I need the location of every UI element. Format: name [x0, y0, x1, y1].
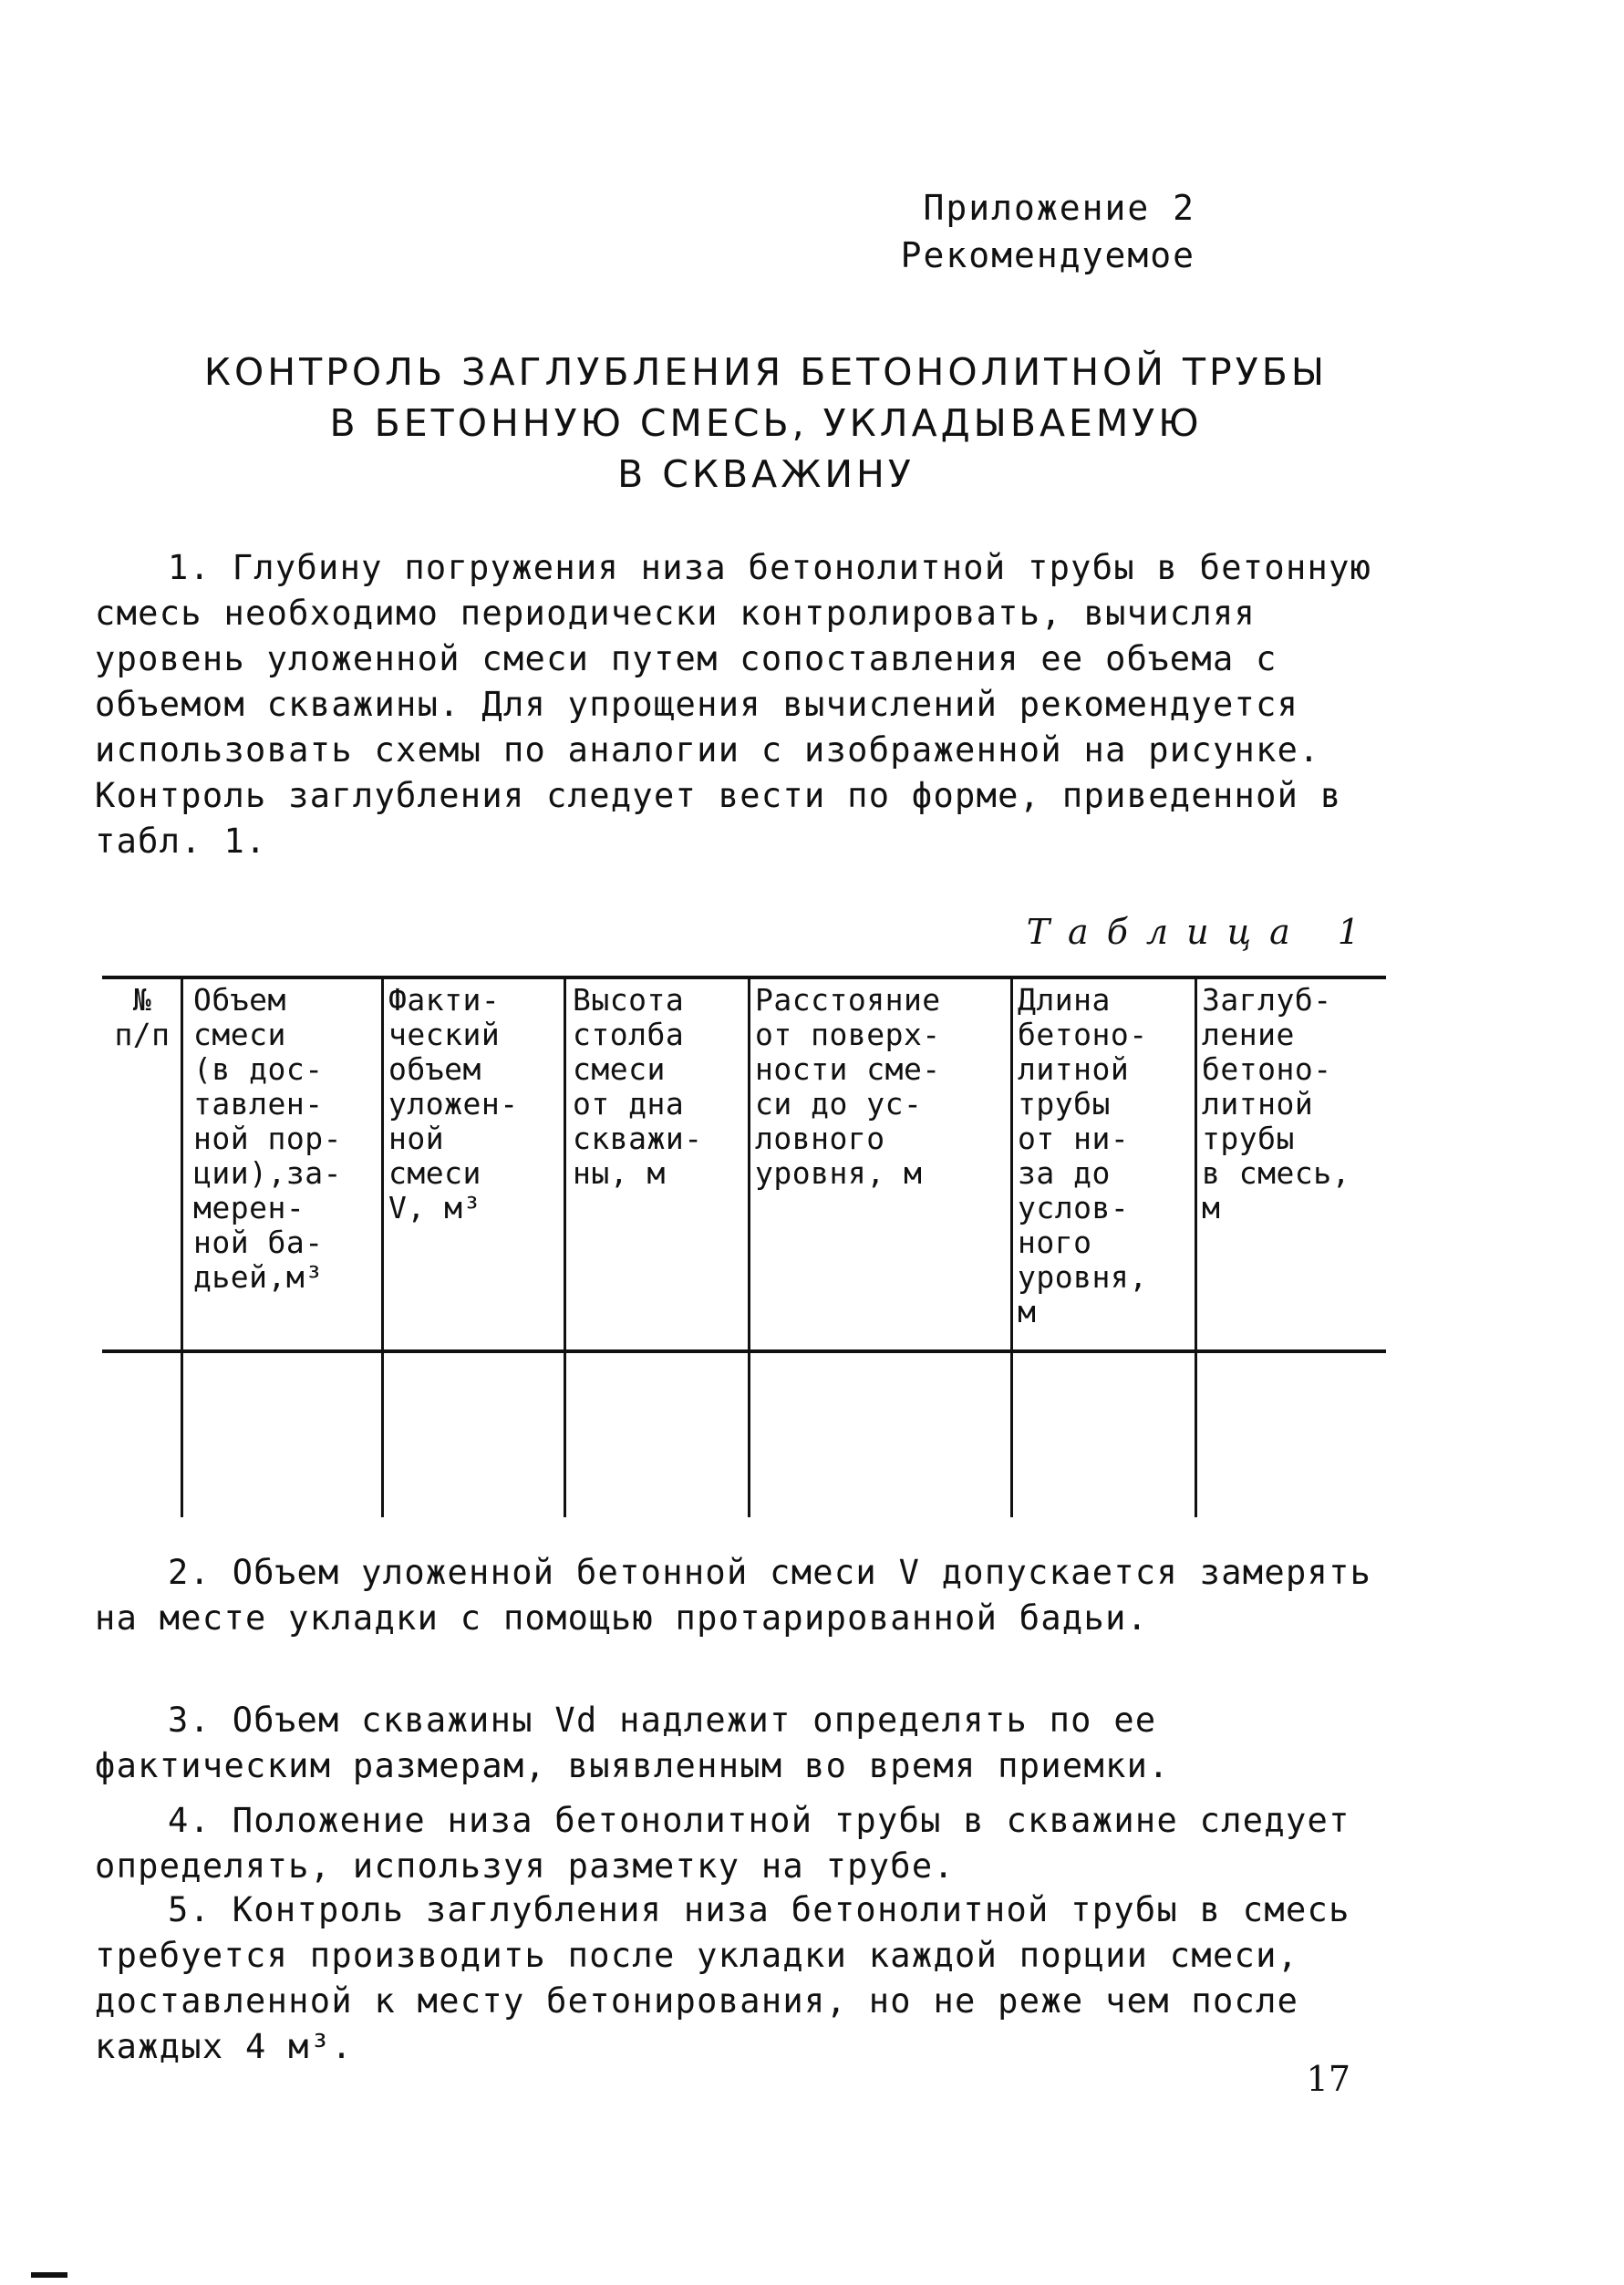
document-title: [128, 346, 1404, 500]
paragraph-5-text: 5. Контроль заглубления низа бетонолитной трубы в смесь требуется производить после укладки каждой порции смеси, доставленной к месту бетонирования, но не реже чем после каждых 4 м³.: [95, 1890, 1350, 2066]
column-header-batch-volume: Объем смеси (в дос- тавлен- ной пор- ции),за- мерен- ной ба- дьей,м³: [193, 982, 342, 1295]
paragraph-3: [95, 1698, 1390, 1789]
table-column-divider: [181, 976, 183, 1517]
title-line-2: В БЕТОННУЮ СМЕСЬ, УКЛАДЫВАЕМУЮ: [329, 401, 1203, 445]
table-caption: Таблица 1: [1026, 912, 1378, 952]
paragraph-3-text: 3. Объем скважины Vd надлежит определять по ее фактическим размерам, выявленным во время приемки.: [95, 1701, 1170, 1785]
paragraph-4-text: 4. Положение низа бетонолитной трубы в скважине следует определять, используя разметку на трубе.: [95, 1801, 1350, 1886]
table-header-rule: [102, 1349, 1386, 1353]
paragraph-2: [95, 1550, 1390, 1641]
appendix-label: [901, 184, 1195, 279]
paragraph-2-text: 2. Объем уложенной бетонной смеси V допускается замерять на месте укладки с помощью протарированной бадьи.: [95, 1553, 1372, 1638]
page-edge-mark: [31, 2272, 67, 2278]
column-header-number: № п/п: [114, 982, 171, 1052]
table-top-rule: [102, 976, 1386, 979]
paragraph-1-text: 1. Глубину погружения низа бетонолитной трубы в бетонную смесь необходимо периодически контролировать, вычисляя уровень уложенной смеси путем сопоставления ее объема с объемом скважины. Для упрощения вычислений рекомендуется использовать схемы по аналогии с изображенной на рисунке. Контроль заглубления следует вести по форме, приведенной в табл. 1.: [95, 548, 1372, 861]
paragraph-5: [95, 1887, 1390, 2070]
control-table: [102, 976, 1386, 1517]
appendix-status: Рекомендуемое: [900, 235, 1195, 275]
column-header-pipe-length: Длина бетоно- литной трубы от ни- за до услов- ного уровня, м: [1018, 982, 1148, 1329]
column-header-actual-volume: Факти- ческий объем уложен- ной смеси V, м³: [388, 982, 519, 1225]
paragraph-4: [95, 1798, 1390, 1889]
column-header-column-height: Высота столба смеси от дна скважи- ны, м: [573, 982, 703, 1191]
table-column-divider: [1010, 976, 1013, 1517]
title-line-3: В СКВАЖИНУ: [617, 452, 915, 496]
page-number: 17: [1306, 2059, 1350, 2099]
table-column-divider: [564, 976, 566, 1517]
table-column-divider: [748, 976, 750, 1517]
table-column-divider: [381, 976, 384, 1517]
column-header-surface-distance: Расстояние от поверх- ности сме- си до ус- ловного уровня, м: [755, 982, 941, 1191]
paragraph-1: [95, 545, 1390, 864]
column-header-pipe-embedment: Заглуб- ление бетоно- литной трубы в смесь, м: [1202, 982, 1350, 1225]
title-line-1: КОНТРОЛЬ ЗАГЛУБЛЕНИЯ БЕТОНОЛИТНОЙ ТРУБЫ: [203, 350, 1329, 394]
table-column-divider: [1195, 976, 1197, 1517]
appendix-number: Приложение 2: [923, 188, 1195, 228]
